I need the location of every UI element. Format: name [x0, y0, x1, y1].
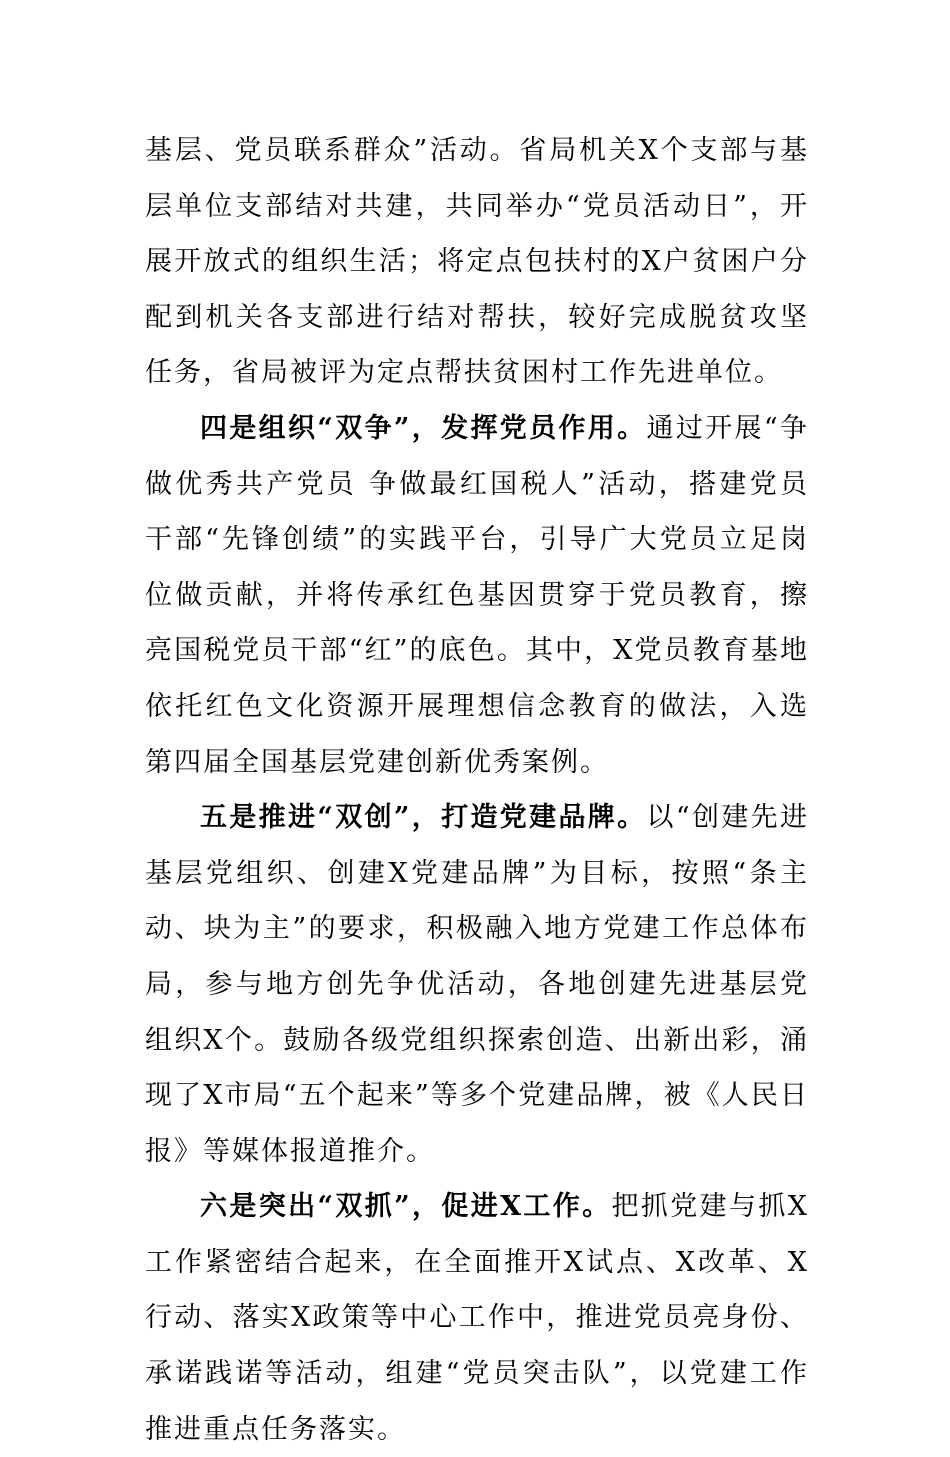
paragraph-continued	[145, 123, 809, 401]
paragraph-body: 把抓党建与抓X工作紧密结合起来，在全面推开X试点、X改革、X行动、落实X政策等中心工作中，推进党员亮身份、承诺践诺等活动，组建“党员突击队”，以党建工作推进重点任务落实。	[145, 1191, 809, 1445]
paragraph-body: 基层、党员联系群众”活动。省局机关X个支部与基层单位支部结对共建，共同举办“党员活动日”，开展开放式的组织生活；将定点包扶村的X户贫困户分配到机关各支部进行结对帮扶，较好完成脱贫攻坚任务，省局被评为定点帮扶贫困村工作先进单位。	[145, 135, 809, 389]
paragraph-six	[145, 1179, 809, 1457]
paragraph-body: 通过开展“争做优秀共产党员 争做最红国税人”活动，搭建党员干部“先锋创绩”的实践平台，引导广大党员立足岗位做贡献，并将传承红色基因贯穿于党员教育，擦亮国税党员干部“红”的底色。其中，X党员教育基地依托红色文化资源开展理想信念教育的做法，入选第四届全国基层党建创新优秀案例。	[145, 412, 809, 778]
document-page	[145, 123, 809, 1457]
paragraph-lead: 四是组织“双争”，发挥党员作用。	[200, 412, 647, 444]
paragraph-lead: 五是推进“双创”，打造党建品牌。	[200, 802, 647, 834]
paragraph-lead: 六是突出“双抓”，促进X工作。	[200, 1191, 612, 1223]
paragraph-body: 以“创建先进基层党组织、创建X党建品牌”为目标，按照“条主动、块为主”的要求，积极融入地方党建工作总体布局，参与地方创先争优活动，各地创建先进基层党组织X个。鼓励各级党组织探索创造、出新出彩，涌现了X市局“五个起来”等多个党建品牌，被《人民日报》等媒体报道推介。	[145, 802, 809, 1167]
paragraph-five	[145, 790, 809, 1179]
paragraph-four	[145, 401, 809, 790]
